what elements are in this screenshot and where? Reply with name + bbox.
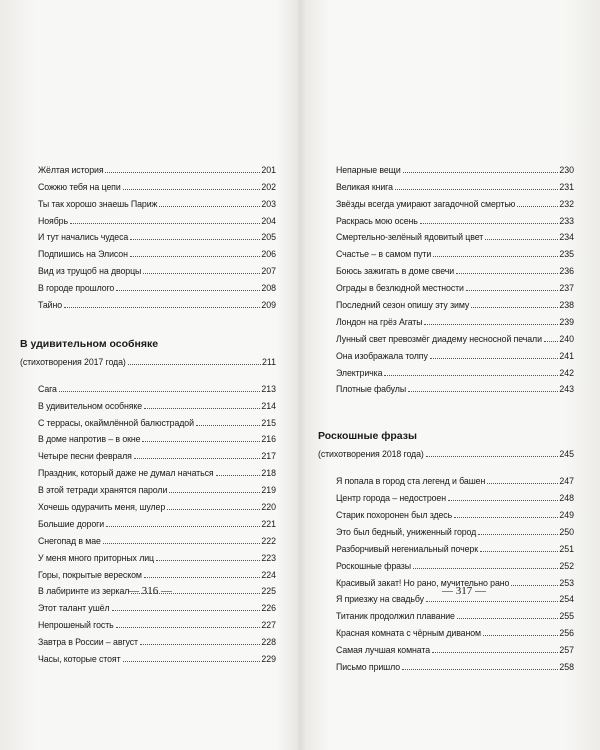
leader-dots — [128, 364, 261, 365]
toc-entry-title: Титаник продолжил плавание — [336, 611, 455, 622]
toc-entry — [318, 226, 574, 243]
toc-entry-title: Боюсь зажигать в доме свечи — [336, 266, 455, 277]
leader-dots — [454, 517, 558, 518]
leader-dots — [216, 475, 261, 476]
section-page-number: 245 — [559, 449, 574, 460]
toc-entry — [318, 192, 574, 209]
section-page-number: 211 — [261, 356, 276, 367]
page-number-right: — 317 — — [442, 585, 486, 597]
toc-entry-page-number: 207 — [261, 266, 276, 277]
toc-entry-page-number: 204 — [261, 215, 276, 226]
toc-entry-page-number: 226 — [261, 603, 276, 614]
leader-dots — [511, 585, 558, 586]
toc-entry-title: Старик похоронен был здесь — [336, 510, 453, 521]
toc-entry-title: В удивительном особняке — [38, 400, 143, 411]
toc-entry — [20, 209, 276, 226]
toc-entry-page-number: 222 — [261, 535, 276, 546]
toc-entry-page-number: 258 — [559, 662, 574, 673]
toc-entry-title: Она изображала толпу — [336, 350, 428, 361]
toc-entry-page-number: 228 — [261, 637, 276, 648]
toc-entry — [20, 259, 276, 276]
toc-entry — [20, 226, 276, 243]
toc-entry — [20, 444, 276, 461]
toc-entry-page-number: 229 — [261, 654, 276, 665]
toc-entry-title: Вид из трущоб на дворцы — [38, 266, 142, 277]
leader-dots — [426, 456, 559, 457]
toc-entry-page-number: 236 — [559, 266, 574, 277]
toc-entry-page-number: 223 — [261, 552, 276, 563]
toc-entry — [20, 596, 276, 613]
toc-entry-page-number: 253 — [559, 577, 574, 588]
leader-dots — [196, 425, 260, 426]
toc-entry-page-number: 206 — [261, 249, 276, 260]
toc-entry — [20, 478, 276, 495]
toc-entry-title: Непарные вещи — [336, 164, 401, 175]
toc-entry — [318, 259, 574, 276]
toc-entry-title: В доме напротив – в окне — [38, 434, 141, 445]
leader-dots — [487, 483, 558, 484]
toc-entry — [20, 529, 276, 546]
toc-entry-page-number: 220 — [261, 502, 276, 513]
toc-entry-title: Ты так хорошо знаешь Париж — [38, 198, 158, 209]
toc-entry-page-number: 255 — [559, 611, 574, 622]
toc-entry-title: Красная комната с чёрным диваном — [336, 628, 481, 639]
toc-entry-page-number: 249 — [559, 510, 574, 521]
leader-dots — [420, 223, 559, 224]
leader-dots — [426, 601, 558, 602]
toc-entry-page-number: 241 — [559, 350, 574, 361]
section-subtitle-row — [318, 442, 574, 459]
toc-entry-title: Электричка — [336, 367, 383, 378]
leader-dots — [159, 206, 260, 207]
toc-entry — [318, 621, 574, 638]
toc-entry-page-number: 234 — [559, 232, 574, 243]
leader-dots — [156, 560, 260, 561]
toc-entry-page-number: 231 — [559, 181, 574, 192]
toc-entry-title: Тайно — [38, 300, 63, 311]
toc-entry — [318, 554, 574, 571]
toc-entry-title: И тут начались чудеса — [38, 232, 129, 243]
leader-dots — [478, 534, 558, 535]
toc-entry-title: Я попала в город ста легенд и башен — [336, 476, 486, 487]
toc-entry-page-number: 254 — [559, 594, 574, 605]
toc-entry — [20, 158, 276, 175]
leader-dots — [105, 172, 260, 173]
leader-dots — [430, 358, 559, 359]
toc-entry-title: Звёзды всегда умирают загадочной смертью — [336, 198, 516, 209]
toc-entry-title: Четыре песни февраля — [38, 451, 132, 462]
toc-entry — [20, 563, 276, 580]
leader-dots — [116, 290, 260, 291]
leader-dots — [395, 189, 558, 190]
toc-entry-page-number: 235 — [559, 249, 574, 260]
toc-entry-title: Большие дороги — [38, 518, 105, 529]
toc-entry-page-number: 227 — [261, 620, 276, 631]
leader-dots — [480, 551, 558, 552]
toc-entry-page-number: 238 — [559, 300, 574, 311]
toc-entry-title: Роскошные фразы — [336, 560, 411, 571]
toc-entry-page-number: 208 — [261, 283, 276, 294]
toc-entry — [318, 361, 574, 378]
leader-dots — [112, 610, 261, 611]
leader-dots — [103, 543, 261, 544]
toc-entry-page-number: 217 — [261, 451, 276, 462]
toc-entry-title: Разборчивый негениальный почерк — [336, 543, 478, 554]
section-title: В удивительном особняке — [20, 338, 159, 351]
toc-entry-page-number: 232 — [559, 198, 574, 209]
toc-entry-title: У меня много приторных лиц — [38, 552, 154, 563]
leader-dots — [144, 577, 260, 578]
toc-entry-page-number: 257 — [559, 645, 574, 656]
toc-entry-title: Непрошеный гость — [38, 620, 114, 631]
toc-entry-title: Лондон на грёз Агаты — [336, 316, 423, 327]
leader-dots — [471, 307, 558, 308]
toc-entry — [318, 378, 574, 395]
leader-dots — [457, 618, 559, 619]
toc-entry-title: Снегопад в мае — [38, 535, 101, 546]
leader-dots — [106, 526, 260, 527]
leader-dots — [456, 273, 558, 274]
section-subtitle: (стихотворения 2018 года) — [318, 449, 424, 460]
toc-entry-page-number: 201 — [261, 164, 276, 175]
leader-dots — [59, 391, 260, 392]
toc-entry — [20, 647, 276, 664]
leader-dots — [403, 172, 559, 173]
toc-entry — [20, 293, 276, 310]
toc-entry-title: Ноябрь — [38, 215, 68, 226]
leader-dots — [433, 256, 558, 257]
toc-entry-title: Раскрась мою осень — [336, 215, 418, 226]
leader-dots — [144, 408, 260, 409]
toc-entry — [20, 461, 276, 478]
toc-entry-page-number: 213 — [261, 383, 276, 394]
toc-entry-title: Плотные фабулы — [336, 384, 407, 395]
toc-entry-title: Последний сезон опишу эту зиму — [336, 300, 470, 311]
toc-entry-page-number: 205 — [261, 232, 276, 243]
left-top-entries — [20, 158, 276, 310]
right-section-entries — [318, 469, 574, 672]
toc-entry — [20, 613, 276, 630]
leader-dots — [116, 627, 261, 628]
toc-entry-page-number: 203 — [261, 198, 276, 209]
toc-entry — [318, 310, 574, 327]
leader-dots — [483, 635, 558, 636]
toc-entry — [318, 158, 574, 175]
toc-entry — [20, 394, 276, 411]
leader-dots — [517, 206, 558, 207]
toc-entry-title: В этой тетради хранятся пароли — [38, 485, 168, 496]
toc-entry-title: Сожжю тебя на цепи — [38, 181, 121, 192]
toc-entry-title: В лабиринте из зеркал — [38, 586, 130, 597]
right-top-entries — [318, 158, 574, 394]
toc-entry-title: Праздник, который даже не думал начаться — [38, 468, 214, 479]
toc-entry-page-number: 215 — [261, 417, 276, 428]
leader-dots — [134, 458, 261, 459]
toc-entry — [20, 377, 276, 394]
leader-dots — [408, 391, 558, 392]
toc-entry-title: Сага — [38, 383, 57, 394]
toc-entry-page-number: 224 — [261, 569, 276, 580]
left-section-entries — [20, 377, 276, 664]
toc-entry — [20, 276, 276, 293]
leader-dots — [130, 239, 260, 240]
leader-dots — [402, 669, 558, 670]
leader-dots — [130, 256, 260, 257]
toc-entry-page-number: 251 — [559, 543, 574, 554]
toc-entry-page-number: 214 — [261, 400, 276, 411]
toc-entry — [318, 209, 574, 226]
leader-dots — [123, 189, 261, 190]
toc-entry — [318, 293, 574, 310]
toc-entry — [20, 242, 276, 259]
toc-entry — [20, 630, 276, 647]
toc-entry-title: Письмо пришло — [336, 662, 401, 673]
toc-entry-page-number: 219 — [261, 485, 276, 496]
toc-entry — [20, 192, 276, 209]
toc-entry — [318, 344, 574, 361]
toc-entry-title: Этот талант ушёл — [38, 603, 110, 614]
leader-dots — [142, 441, 260, 442]
leader-dots — [485, 239, 558, 240]
toc-entry — [318, 486, 574, 503]
toc-entry-title: Хочешь одурачить меня, шулер — [38, 502, 166, 513]
toc-entry — [20, 546, 276, 563]
toc-entry-title: В городе прошлого — [38, 283, 115, 294]
leader-dots — [384, 375, 558, 376]
right-page — [300, 0, 600, 750]
toc-entry-page-number: 242 — [559, 367, 574, 378]
toc-entry-title: Я приезжу на свадьбу — [336, 594, 424, 605]
toc-entry — [318, 537, 574, 554]
toc-entry-title: Лунный свет превозмёг диадему несносной печали — [336, 333, 542, 344]
toc-entry-title: Горы, покрытые вереском — [38, 569, 142, 580]
leader-dots — [70, 223, 260, 224]
leader-dots — [64, 307, 260, 308]
toc-entry-title: Центр города – недостроен — [336, 493, 446, 504]
toc-entry-page-number: 240 — [559, 333, 574, 344]
toc-entry-page-number: 218 — [261, 468, 276, 479]
toc-entry-page-number: 233 — [559, 215, 574, 226]
toc-entry-page-number: 248 — [559, 493, 574, 504]
toc-entry-title: Завтра в России – август — [38, 637, 138, 648]
toc-entry-page-number: 209 — [261, 300, 276, 311]
toc-entry-page-number: 225 — [261, 586, 276, 597]
toc-entry — [318, 242, 574, 259]
toc-entry — [20, 411, 276, 428]
leader-dots — [544, 341, 558, 342]
toc-entry-page-number: 202 — [261, 181, 276, 192]
toc-entry — [318, 469, 574, 486]
toc-entry-title: Красивый закат! Но рано, мучительно рано — [336, 577, 510, 588]
leader-dots — [432, 652, 558, 653]
toc-entry — [318, 638, 574, 655]
toc-entry-page-number: 221 — [261, 518, 276, 529]
toc-entry — [20, 428, 276, 445]
toc-entry-page-number: 239 — [559, 316, 574, 327]
leader-dots — [413, 568, 558, 569]
toc-entry-title: Ограды в безлюдной местности — [336, 283, 464, 294]
toc-entry-title: Смертельно-зелёный ядовитый цвет — [336, 232, 484, 243]
toc-entry-title: Жёлтая история — [38, 164, 104, 175]
toc-entry-title: Самая лучшая комната — [336, 645, 431, 656]
toc-entry-page-number: 247 — [559, 476, 574, 487]
toc-entry-page-number: 216 — [261, 434, 276, 445]
toc-entry — [20, 512, 276, 529]
toc-entry — [318, 520, 574, 537]
page-number-left: — 316 — — [128, 585, 172, 597]
toc-entry-page-number: 243 — [559, 384, 574, 395]
toc-entry-title: Подпишись на Элисон — [38, 249, 128, 260]
leader-dots — [466, 290, 558, 291]
section-title: Роскошные фразы — [318, 430, 417, 443]
toc-entry — [318, 503, 574, 520]
toc-entry-page-number: 237 — [559, 283, 574, 294]
toc-entry-page-number: 252 — [559, 560, 574, 571]
toc-entry-page-number: 250 — [559, 526, 574, 537]
leader-dots — [169, 492, 260, 493]
leader-dots — [143, 273, 260, 274]
toc-entry-title: Счастье – в самом пути — [336, 249, 432, 260]
toc-entry — [318, 276, 574, 293]
toc-entry-page-number: 256 — [559, 628, 574, 639]
toc-entry-title: Это был бедный, униженный город — [336, 526, 477, 537]
section-subtitle-row — [20, 350, 276, 367]
section-subtitle: (стихотворения 2017 года) — [20, 356, 126, 367]
toc-entry — [318, 327, 574, 344]
toc-entry-title: Часы, которые стоят — [38, 654, 121, 665]
leader-dots — [140, 644, 260, 645]
leader-dots — [448, 500, 558, 501]
toc-entry — [20, 495, 276, 512]
toc-entry-title: С террасы, окаймлённой балюстрадой — [38, 417, 194, 428]
leader-dots — [167, 509, 260, 510]
toc-entry — [318, 655, 574, 672]
leader-dots — [424, 324, 558, 325]
leader-dots — [123, 661, 261, 662]
toc-entry — [318, 604, 574, 621]
toc-entry — [318, 175, 574, 192]
toc-entry — [20, 175, 276, 192]
toc-entry-page-number: 230 — [559, 164, 574, 175]
toc-entry-title: Великая книга — [336, 181, 393, 192]
